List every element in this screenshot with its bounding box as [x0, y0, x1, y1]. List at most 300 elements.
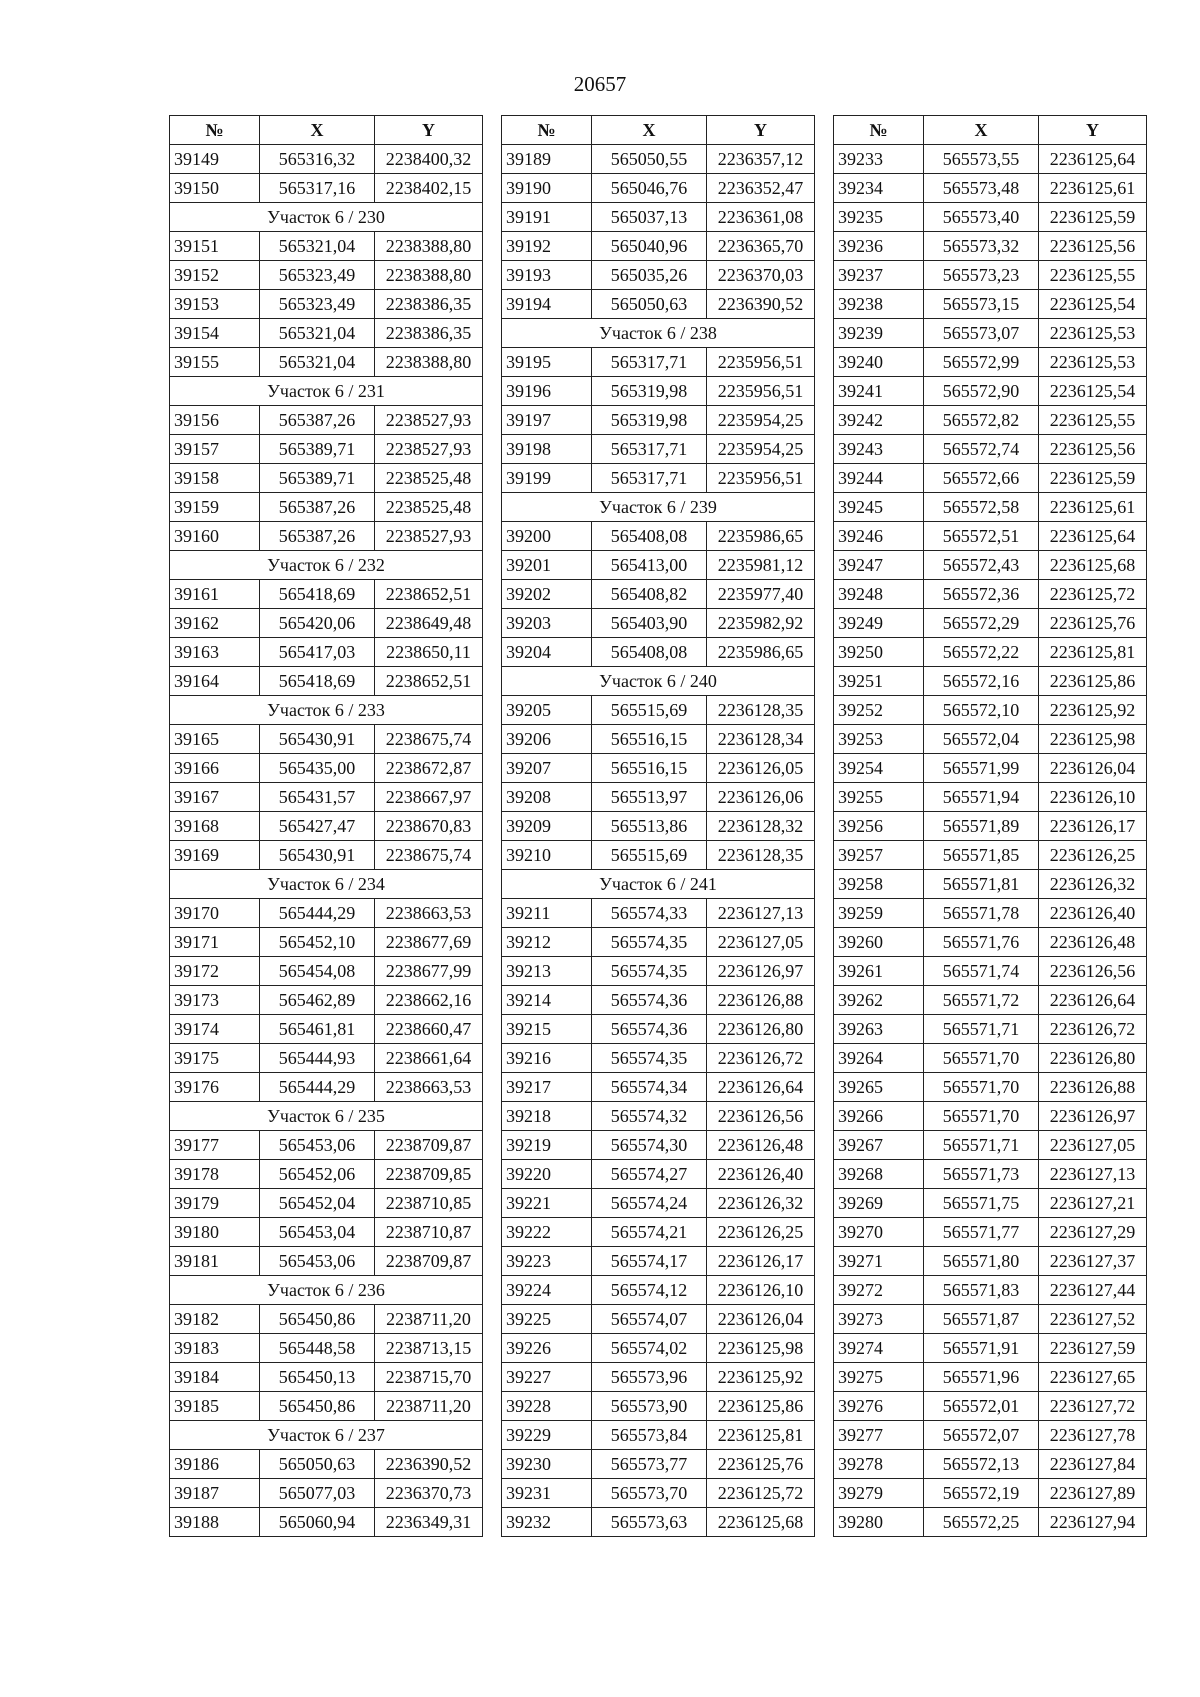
x-coordinate: 565571,71	[924, 1015, 1039, 1044]
point-number: 39182	[170, 1305, 260, 1334]
point-number: 39177	[170, 1131, 260, 1160]
section-row	[502, 870, 815, 899]
point-number: 39264	[834, 1044, 924, 1073]
table-row	[502, 1044, 815, 1073]
point-number: 39268	[834, 1160, 924, 1189]
x-coordinate: 565571,75	[924, 1189, 1039, 1218]
x-coordinate: 565319,98	[592, 406, 707, 435]
x-coordinate: 565572,90	[924, 377, 1039, 406]
y-coordinate: 2236127,13	[707, 899, 815, 928]
y-coordinate: 2236126,40	[707, 1160, 815, 1189]
x-coordinate: 565572,66	[924, 464, 1039, 493]
table-row	[834, 1479, 1147, 1508]
x-coordinate: 565317,16	[260, 174, 375, 203]
table-row	[834, 841, 1147, 870]
table-row	[170, 406, 483, 435]
table-row	[834, 1189, 1147, 1218]
x-coordinate: 565420,06	[260, 609, 375, 638]
x-coordinate: 565573,77	[592, 1450, 707, 1479]
y-coordinate: 2238661,64	[375, 1044, 483, 1073]
y-coordinate: 2235977,40	[707, 580, 815, 609]
y-coordinate: 2236127,94	[1039, 1508, 1147, 1537]
y-coordinate: 2236126,88	[1039, 1073, 1147, 1102]
point-number: 39231	[502, 1479, 592, 1508]
section-label: Участок 6 / 233	[170, 696, 483, 725]
y-coordinate: 2236127,29	[1039, 1218, 1147, 1247]
table-row	[170, 174, 483, 203]
y-coordinate: 2236126,97	[1039, 1102, 1147, 1131]
table-row	[502, 232, 815, 261]
y-coordinate: 2236125,86	[707, 1392, 815, 1421]
point-number: 39222	[502, 1218, 592, 1247]
x-coordinate: 565572,74	[924, 435, 1039, 464]
y-coordinate: 2236126,25	[707, 1218, 815, 1247]
point-number: 39196	[502, 377, 592, 406]
y-coordinate: 2238402,15	[375, 174, 483, 203]
table-row	[834, 754, 1147, 783]
point-number: 39169	[170, 841, 260, 870]
point-number: 39262	[834, 986, 924, 1015]
point-number: 39277	[834, 1421, 924, 1450]
point-number: 39186	[170, 1450, 260, 1479]
table-row	[834, 580, 1147, 609]
x-coordinate: 565050,63	[260, 1450, 375, 1479]
table-row	[834, 1044, 1147, 1073]
x-coordinate: 565431,57	[260, 783, 375, 812]
table-row	[170, 812, 483, 841]
table-row	[834, 1160, 1147, 1189]
x-coordinate: 565573,90	[592, 1392, 707, 1421]
y-coordinate: 2236125,59	[1039, 464, 1147, 493]
point-number: 39261	[834, 957, 924, 986]
y-coordinate: 2236370,03	[707, 261, 815, 290]
y-coordinate: 2236128,35	[707, 841, 815, 870]
y-coordinate: 2236126,17	[1039, 812, 1147, 841]
section-label: Участок 6 / 237	[170, 1421, 483, 1450]
point-number: 39216	[502, 1044, 592, 1073]
section-label: Участок 6 / 235	[170, 1102, 483, 1131]
x-coordinate: 565452,10	[260, 928, 375, 957]
x-coordinate: 565462,89	[260, 986, 375, 1015]
table-row	[502, 464, 815, 493]
y-coordinate: 2236125,72	[707, 1479, 815, 1508]
x-coordinate: 565574,07	[592, 1305, 707, 1334]
y-coordinate: 2238649,48	[375, 609, 483, 638]
x-coordinate: 565574,35	[592, 1044, 707, 1073]
x-coordinate: 565571,70	[924, 1102, 1039, 1131]
point-number: 39152	[170, 261, 260, 290]
point-number: 39273	[834, 1305, 924, 1334]
x-coordinate: 565574,36	[592, 986, 707, 1015]
table-row	[170, 1131, 483, 1160]
section-label: Участок 6 / 238	[502, 319, 815, 348]
point-number: 39153	[170, 290, 260, 319]
table-row	[834, 406, 1147, 435]
y-coordinate: 2235986,65	[707, 638, 815, 667]
x-coordinate: 565046,76	[592, 174, 707, 203]
point-number: 39270	[834, 1218, 924, 1247]
x-coordinate: 565572,22	[924, 638, 1039, 667]
y-coordinate: 2235956,51	[707, 377, 815, 406]
table-row	[834, 957, 1147, 986]
point-number: 39263	[834, 1015, 924, 1044]
x-coordinate: 565513,86	[592, 812, 707, 841]
y-coordinate: 2238386,35	[375, 319, 483, 348]
point-number: 39227	[502, 1363, 592, 1392]
table-row	[502, 754, 815, 783]
table-row	[834, 232, 1147, 261]
y-coordinate: 2236128,34	[707, 725, 815, 754]
x-coordinate: 565574,12	[592, 1276, 707, 1305]
table-row	[502, 1073, 815, 1102]
table-row	[834, 986, 1147, 1015]
point-number: 39226	[502, 1334, 592, 1363]
x-coordinate: 565572,13	[924, 1450, 1039, 1479]
table-row	[170, 609, 483, 638]
table-row	[170, 580, 483, 609]
point-number: 39162	[170, 609, 260, 638]
y-coordinate: 2236125,81	[1039, 638, 1147, 667]
x-coordinate: 565444,29	[260, 899, 375, 928]
x-coordinate: 565317,71	[592, 348, 707, 377]
point-number: 39185	[170, 1392, 260, 1421]
x-coordinate: 565387,26	[260, 406, 375, 435]
y-coordinate: 2238675,74	[375, 725, 483, 754]
y-coordinate: 2236127,84	[1039, 1450, 1147, 1479]
x-coordinate: 565571,74	[924, 957, 1039, 986]
table-row	[170, 1450, 483, 1479]
point-number: 39266	[834, 1102, 924, 1131]
x-coordinate: 565418,69	[260, 667, 375, 696]
point-number: 39234	[834, 174, 924, 203]
x-coordinate: 565573,15	[924, 290, 1039, 319]
y-coordinate: 2236126,04	[707, 1305, 815, 1334]
x-coordinate: 565037,13	[592, 203, 707, 232]
table-row	[834, 1421, 1147, 1450]
y-coordinate: 2236126,48	[707, 1131, 815, 1160]
x-coordinate: 565571,83	[924, 1276, 1039, 1305]
point-number: 39225	[502, 1305, 592, 1334]
table-row	[170, 290, 483, 319]
table-row	[834, 812, 1147, 841]
point-number: 39194	[502, 290, 592, 319]
point-number: 39190	[502, 174, 592, 203]
table-row	[834, 725, 1147, 754]
x-coordinate: 565572,16	[924, 667, 1039, 696]
x-coordinate: 565571,94	[924, 783, 1039, 812]
header-number: №	[170, 116, 260, 145]
x-coordinate: 565574,34	[592, 1073, 707, 1102]
y-coordinate: 2238527,93	[375, 522, 483, 551]
point-number: 39207	[502, 754, 592, 783]
y-coordinate: 2236125,53	[1039, 348, 1147, 377]
x-coordinate: 565572,29	[924, 609, 1039, 638]
point-number: 39258	[834, 870, 924, 899]
x-coordinate: 565571,85	[924, 841, 1039, 870]
point-number: 39276	[834, 1392, 924, 1421]
point-number: 39180	[170, 1218, 260, 1247]
x-coordinate: 565316,32	[260, 145, 375, 174]
page-number: 20657	[573, 72, 627, 96]
y-coordinate: 2238709,85	[375, 1160, 483, 1189]
point-number: 39280	[834, 1508, 924, 1537]
point-number: 39271	[834, 1247, 924, 1276]
x-coordinate: 565389,71	[260, 435, 375, 464]
y-coordinate: 2238677,69	[375, 928, 483, 957]
x-coordinate: 565574,35	[592, 957, 707, 986]
point-number: 39149	[170, 145, 260, 174]
table-row	[502, 1363, 815, 1392]
point-number: 39254	[834, 754, 924, 783]
y-coordinate: 2236125,61	[1039, 174, 1147, 203]
table-row	[834, 1102, 1147, 1131]
x-coordinate: 565574,33	[592, 899, 707, 928]
y-coordinate: 2236125,98	[1039, 725, 1147, 754]
point-number: 39192	[502, 232, 592, 261]
x-coordinate: 565571,87	[924, 1305, 1039, 1334]
header-x: X	[260, 116, 375, 145]
x-coordinate: 565040,96	[592, 232, 707, 261]
y-coordinate: 2236127,78	[1039, 1421, 1147, 1450]
table-row	[502, 928, 815, 957]
table-row	[170, 841, 483, 870]
point-number: 39228	[502, 1392, 592, 1421]
point-number: 39168	[170, 812, 260, 841]
table-row	[170, 1218, 483, 1247]
x-coordinate: 565571,76	[924, 928, 1039, 957]
table-header-row	[170, 116, 483, 145]
x-coordinate: 565573,40	[924, 203, 1039, 232]
x-coordinate: 565453,04	[260, 1218, 375, 1247]
table-row	[502, 1247, 815, 1276]
table-row	[834, 1363, 1147, 1392]
point-number: 39187	[170, 1479, 260, 1508]
y-coordinate: 2236126,25	[1039, 841, 1147, 870]
y-coordinate: 2236349,31	[375, 1508, 483, 1537]
y-coordinate: 2236126,64	[1039, 986, 1147, 1015]
y-coordinate: 2238675,74	[375, 841, 483, 870]
section-row	[502, 493, 815, 522]
y-coordinate: 2235986,65	[707, 522, 815, 551]
x-coordinate: 565453,06	[260, 1247, 375, 1276]
y-coordinate: 2236126,05	[707, 754, 815, 783]
point-number: 39220	[502, 1160, 592, 1189]
table-row	[170, 1160, 483, 1189]
table-row	[170, 783, 483, 812]
y-coordinate: 2238527,93	[375, 406, 483, 435]
y-coordinate: 2238711,20	[375, 1305, 483, 1334]
x-coordinate: 565454,08	[260, 957, 375, 986]
coordinates-table-1	[169, 115, 483, 1537]
x-coordinate: 565571,78	[924, 899, 1039, 928]
y-coordinate: 2238388,80	[375, 348, 483, 377]
x-coordinate: 565408,08	[592, 522, 707, 551]
point-number: 39232	[502, 1508, 592, 1537]
table-row	[502, 1305, 815, 1334]
y-coordinate: 2236125,81	[707, 1421, 815, 1450]
section-row	[170, 203, 483, 232]
point-number: 39215	[502, 1015, 592, 1044]
x-coordinate: 565035,26	[592, 261, 707, 290]
x-coordinate: 565572,36	[924, 580, 1039, 609]
y-coordinate: 2238672,87	[375, 754, 483, 783]
point-number: 39235	[834, 203, 924, 232]
point-number: 39205	[502, 696, 592, 725]
point-number: 39173	[170, 986, 260, 1015]
x-coordinate: 565573,55	[924, 145, 1039, 174]
y-coordinate: 2236365,70	[707, 232, 815, 261]
x-coordinate: 565571,80	[924, 1247, 1039, 1276]
table-row	[502, 986, 815, 1015]
y-coordinate: 2236126,64	[707, 1073, 815, 1102]
x-coordinate: 565453,06	[260, 1131, 375, 1160]
y-coordinate: 2235956,51	[707, 348, 815, 377]
x-coordinate: 565571,99	[924, 754, 1039, 783]
table-row	[170, 464, 483, 493]
y-coordinate: 2236125,68	[707, 1508, 815, 1537]
y-coordinate: 2235981,12	[707, 551, 815, 580]
x-coordinate: 565515,69	[592, 841, 707, 870]
table-row	[502, 580, 815, 609]
y-coordinate: 2238662,16	[375, 986, 483, 1015]
y-coordinate: 2236125,72	[1039, 580, 1147, 609]
point-number: 39230	[502, 1450, 592, 1479]
table-row	[170, 1479, 483, 1508]
table-row	[170, 1508, 483, 1537]
point-number: 39179	[170, 1189, 260, 1218]
x-coordinate: 565573,23	[924, 261, 1039, 290]
x-coordinate: 565387,26	[260, 493, 375, 522]
table-row	[834, 377, 1147, 406]
table-row	[170, 319, 483, 348]
x-coordinate: 565571,72	[924, 986, 1039, 1015]
table-row	[170, 1247, 483, 1276]
point-number: 39176	[170, 1073, 260, 1102]
table-row	[502, 435, 815, 464]
point-number: 39199	[502, 464, 592, 493]
point-number: 39203	[502, 609, 592, 638]
y-coordinate: 2238715,70	[375, 1363, 483, 1392]
table-row	[834, 1015, 1147, 1044]
table-row	[834, 145, 1147, 174]
coordinates-table-2	[501, 115, 815, 1537]
y-coordinate: 2238663,53	[375, 899, 483, 928]
y-coordinate: 2236127,37	[1039, 1247, 1147, 1276]
point-number: 39165	[170, 725, 260, 754]
table-header-row	[834, 116, 1147, 145]
table-row	[170, 1334, 483, 1363]
table-row	[834, 1508, 1147, 1537]
table-row	[502, 1392, 815, 1421]
point-number: 39151	[170, 232, 260, 261]
point-number: 39269	[834, 1189, 924, 1218]
table-row	[170, 232, 483, 261]
y-coordinate: 2236125,98	[707, 1334, 815, 1363]
table-row	[170, 493, 483, 522]
point-number: 39206	[502, 725, 592, 754]
x-coordinate: 565574,36	[592, 1015, 707, 1044]
x-coordinate: 565574,21	[592, 1218, 707, 1247]
y-coordinate: 2238709,87	[375, 1247, 483, 1276]
table-row	[502, 406, 815, 435]
table-row	[502, 1189, 815, 1218]
table-row	[170, 667, 483, 696]
x-coordinate: 565516,15	[592, 754, 707, 783]
y-coordinate: 2236125,61	[1039, 493, 1147, 522]
section-label: Участок 6 / 241	[502, 870, 815, 899]
x-coordinate: 565574,30	[592, 1131, 707, 1160]
x-coordinate: 565572,43	[924, 551, 1039, 580]
table-row	[502, 812, 815, 841]
x-coordinate: 565571,91	[924, 1334, 1039, 1363]
table-row	[170, 928, 483, 957]
point-number: 39253	[834, 725, 924, 754]
x-coordinate: 565450,86	[260, 1305, 375, 1334]
section-label: Участок 6 / 232	[170, 551, 483, 580]
header-x: X	[592, 116, 707, 145]
y-coordinate: 2238652,51	[375, 580, 483, 609]
table-row	[502, 145, 815, 174]
table-row	[834, 493, 1147, 522]
point-number: 39211	[502, 899, 592, 928]
section-row	[170, 1421, 483, 1450]
x-coordinate: 565050,63	[592, 290, 707, 319]
y-coordinate: 2238660,47	[375, 1015, 483, 1044]
x-coordinate: 565573,63	[592, 1508, 707, 1537]
x-coordinate: 565515,69	[592, 696, 707, 725]
section-label: Участок 6 / 239	[502, 493, 815, 522]
y-coordinate: 2236125,86	[1039, 667, 1147, 696]
point-number: 39218	[502, 1102, 592, 1131]
y-coordinate: 2236127,52	[1039, 1305, 1147, 1334]
table-row	[834, 522, 1147, 551]
table-row	[502, 1276, 815, 1305]
point-number: 39256	[834, 812, 924, 841]
y-coordinate: 2238386,35	[375, 290, 483, 319]
y-coordinate: 2236125,54	[1039, 290, 1147, 319]
y-coordinate: 2238667,97	[375, 783, 483, 812]
y-coordinate: 2238677,99	[375, 957, 483, 986]
table-row	[502, 638, 815, 667]
point-number: 39239	[834, 319, 924, 348]
x-coordinate: 565387,26	[260, 522, 375, 551]
y-coordinate: 2236125,56	[1039, 232, 1147, 261]
coordinates-table-3	[833, 115, 1147, 1537]
point-number: 39278	[834, 1450, 924, 1479]
x-coordinate: 565571,77	[924, 1218, 1039, 1247]
y-coordinate: 2238525,48	[375, 464, 483, 493]
x-coordinate: 565571,89	[924, 812, 1039, 841]
y-coordinate: 2236125,54	[1039, 377, 1147, 406]
point-number: 39213	[502, 957, 592, 986]
table-row	[502, 348, 815, 377]
y-coordinate: 2236128,32	[707, 812, 815, 841]
point-number: 39150	[170, 174, 260, 203]
point-number: 39224	[502, 1276, 592, 1305]
table-row	[502, 899, 815, 928]
y-coordinate: 2235954,25	[707, 435, 815, 464]
point-number: 39221	[502, 1189, 592, 1218]
y-coordinate: 2236128,35	[707, 696, 815, 725]
table-row	[834, 870, 1147, 899]
y-coordinate: 2236127,44	[1039, 1276, 1147, 1305]
x-coordinate: 565321,04	[260, 232, 375, 261]
y-coordinate: 2236357,12	[707, 145, 815, 174]
y-coordinate: 2236125,76	[707, 1450, 815, 1479]
y-coordinate: 2236127,89	[1039, 1479, 1147, 1508]
x-coordinate: 565050,55	[592, 145, 707, 174]
x-coordinate: 565573,32	[924, 232, 1039, 261]
